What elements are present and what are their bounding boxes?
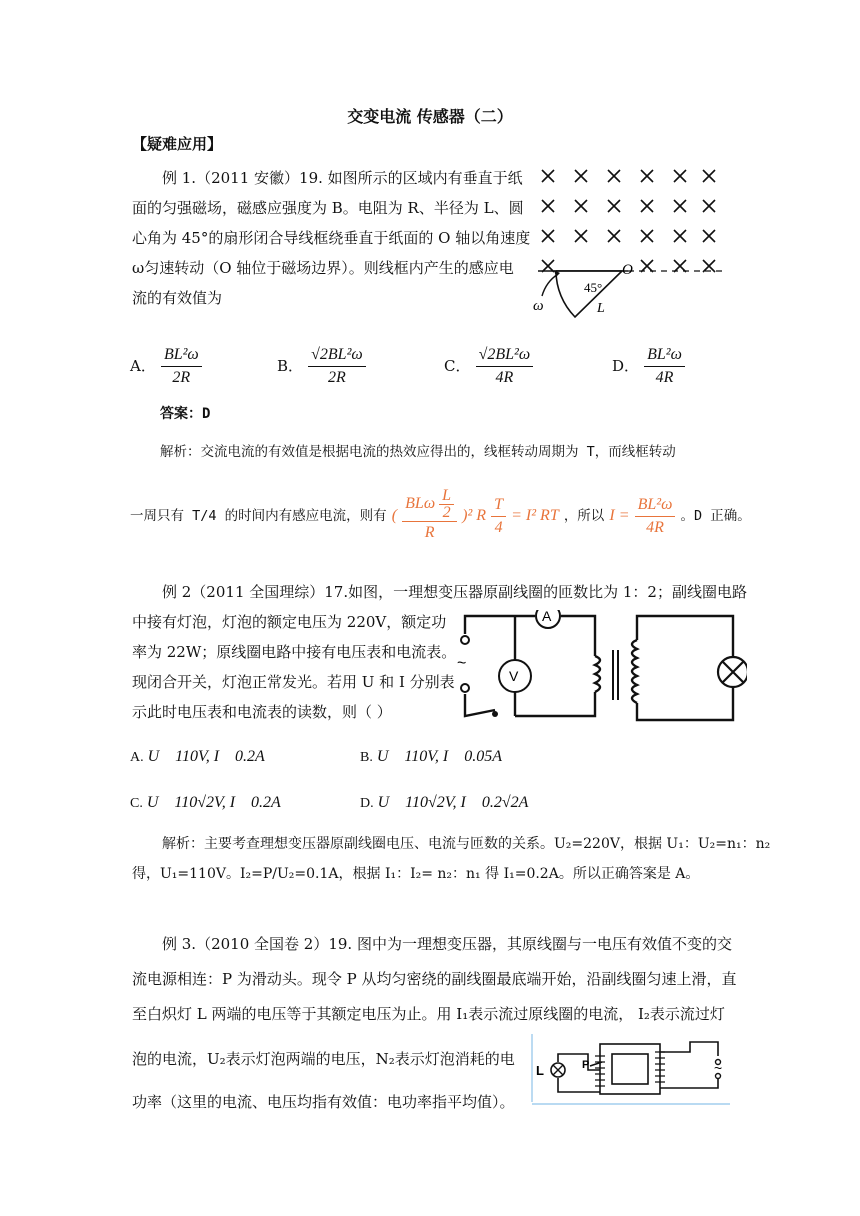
ex2-option-d: D. U 110√2V, I 0.2√2A (360, 794, 529, 811)
field-crosses (542, 170, 715, 272)
ex1-line-2: 面的匀强磁场，磁感应强度为 B。电阻为 R、半径为 L、圆 (132, 199, 524, 217)
ex1-option-d: D． $\frac{\text{BL²ω}}{4R}$ (612, 344, 685, 389)
ex1-line-4: ω匀速转动（O 轴位于磁场边界）。则线框内产生的感应电 (132, 259, 514, 277)
lamp-label: L (536, 1063, 544, 1078)
ex3-line-4: 泡的电流，U₂表示灯泡两端的电压，N₂表示灯泡消耗的电 (132, 1050, 515, 1068)
page-title: 交变电流 传感器（二） (347, 107, 513, 126)
ex1-answer: 答案：D (160, 406, 211, 422)
ex1-field-figure (530, 160, 730, 325)
radius-l-label: L (597, 301, 605, 316)
formula-lead: ( (391, 507, 398, 524)
section-heading: 【疑难应用】 (132, 135, 223, 153)
ammeter-label: A (542, 610, 552, 624)
ac-source-label: ~ (457, 655, 467, 672)
ex3-line-3: 至白炽灯 L 两端的电压等于其额定电压为止。用 I₁表示流过原线圈的电流， I₂表示流过灯 (132, 1005, 725, 1023)
ex2-option-a: A. U 110V, I 0.2A (130, 748, 265, 765)
ex2-line-4: 现闭合开关，灯泡正常发光。若用 U 和 I 分别表 (132, 673, 455, 691)
axis-o-label: O (622, 262, 633, 278)
ex1-option-c: C． $\frac{\text{√2BL²ω}}{4R}$ (444, 344, 533, 389)
angle-label: 45° (584, 280, 603, 295)
slider-label: P (582, 1059, 590, 1071)
omega-label: ω (533, 298, 544, 314)
ex1-analysis-2: 一周只有 T/4 的时间内有感应电流，则有 ( BLω $\frac{L}{2}$ R )² R $\frac{T}{4}$ = I² RT ，所以 I = $\frac{\text{BL²ω}}{4R}$ 。D 正确。 (130, 488, 751, 544)
ex2-analysis-1: 解析：主要考查理想变压器原副线圈电压、电流与匝数的关系。U₂=220V，根据 U₁：U₂=n₁：n₂ (162, 836, 771, 852)
ex1-line-5: 流的有效值为 (132, 289, 223, 307)
ex2-line-1: 例 2（2011 全国理综）17.如图，一理想变压器原副线圈的匝数比为 1：2；副线圈电路 (162, 583, 747, 601)
ex2-option-c: C. U 110√2V, I 0.2A (130, 794, 281, 811)
ex3-line-5: 功率（这里的电流、电压均指有效值：电功率指平均值）。 (132, 1093, 515, 1111)
ex1-option-a: A． $\frac{\text{BL²ω}}{2R}$ (130, 344, 202, 389)
ex2-analysis-2: 得，U₁=110V。I₂=P/U₂=0.1A，根据 I₁：I₂= n₂：n₁ 得 I₁=0.2A。所以正确答案是 A。 (132, 866, 700, 882)
ex3-line-2: 流电源相连：P 为滑动头。现令 P 从均匀密绕的副线圈最底端开始，沿副线圈匀速上滑，直 (132, 970, 737, 988)
ex1-option-b: B． $\frac{\text{√2BL²ω}}{2R}$ (277, 344, 366, 389)
ex1-analysis-1: 解析：交流电流的有效值是根据电流的热效应得出的，线框转动周期为 T，而线框转动 (160, 444, 676, 460)
ex2-line-2: 中接有灯泡，灯泡的额定电压为 220V，额定功 (132, 613, 447, 631)
formula-big-frac: BLω $\frac{L}{2}$ R (402, 488, 457, 544)
ex1-line-3: 心角为 45°的扇形闭合导线框绕垂直于纸面的 O 轴以角速度 (132, 229, 531, 247)
ac-source-label: ~ (714, 1060, 723, 1076)
ex2-circuit-figure (455, 610, 747, 730)
ex1-line-1: 例 1.（2011 安徽）19. 如图所示的区域内有垂直于纸 (162, 169, 523, 187)
ex2-option-b: B. U 110V, I 0.05A (360, 748, 503, 765)
ex2-line-3: 率为 22W；原线圈电路中接有电压表和电流表。 (132, 643, 457, 661)
ex3-line-1: 例 3.（2010 全国卷 2）19. 图中为一理想变压器，其原线圈与一电压有效值不变的交 (162, 935, 732, 953)
ex3-circuit-figure (530, 1032, 732, 1110)
ex2-line-5: 示此时电压表和电流表的读数，则（ ） (132, 703, 392, 721)
voltmeter-label: V (509, 668, 519, 684)
